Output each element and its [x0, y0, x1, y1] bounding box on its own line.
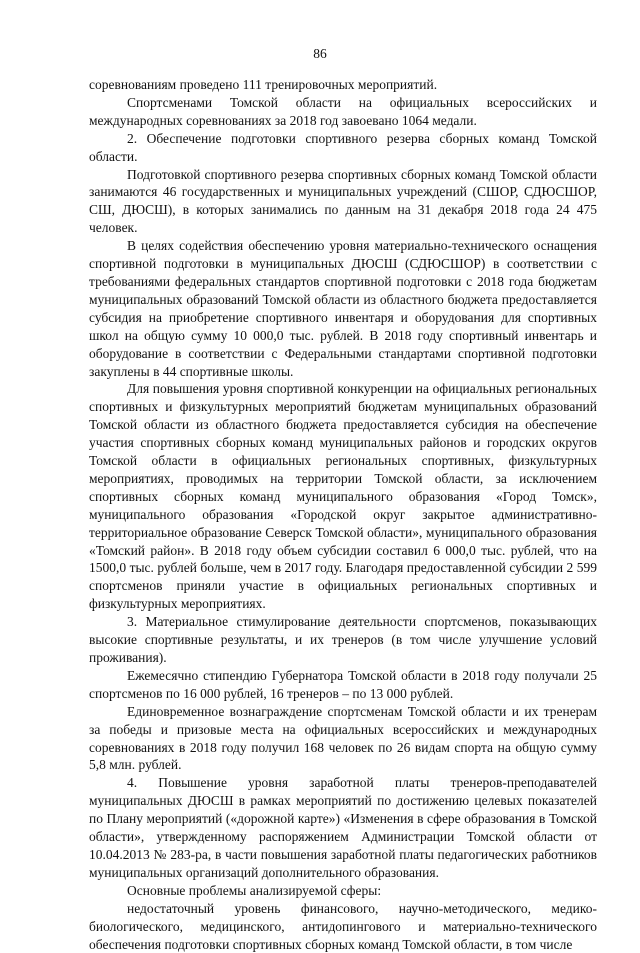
paragraph-medals: Спортсменами Томской области на официальных всероссийских и международных соревнованиях за 2018 год завоевано 1064 медали. [89, 94, 597, 128]
body-text [89, 76, 597, 953]
paragraph-competition-subsidy: Для повышения уровня спортивной конкуренции на официальных региональных спортивных и физкультурных мероприятий бюджетам муниципальных образований Томской области из областного бюджета предоставляется субсидия на обеспечение участия спортивных сборных команд муниципальных районов и городских округов Томской области в официальных региональных спортивных, физкультурных мероприятиях, проводимых на территории Томской области, за исключением спортивных сборных команд муниципального образования «Город Томск», муниципального образования «Городской округ закрытое административно-территориальное образование Северск Томской области», муниципального образования «Томский район». В 2018 году объем субсидии составил 6 000,0 тыс. рублей, что на 1500,0 тыс. рублей больше, чем в 2017 году. Благодаря предоставленной субсидии 2 599 спортсменов приняли участие в официальных региональных спортивных и физкультурных мероприятиях. [89, 381, 597, 612]
paragraph-main-problems: Основные проблемы анализируемой сферы: [127, 882, 382, 898]
paragraph-equipment-subsidy: В целях содействия обеспечению уровня материально-технического оснащения спортивной подготовки в муниципальных ДЮСШ (СДЮСШОР) в соответствии с требованиями федеральных стандартов спортивной подготовки с 2018 года бюджетам муниципальных образований Томской области из областного бюджета предоставляется субсидия на приобретение спортивного инвентаря и оборудования для спортивных школ на общую сумму 10 000,0 тыс. рублей. В 2018 году спортивный инвентарь и оборудование в соответствии с Федеральными стандартами спортивной подготовки закуплены в 44 спортивные школы. [89, 238, 597, 379]
paragraph-insufficient-level: недостаточный уровень финансового, научно-методического, медико-биологического, медицинского, антидопингового и материально-технического обеспечения подготовки спортивных сборных команд Томской области, в том числе [89, 900, 597, 952]
paragraph-reserve-institutions: Подготовкой спортивного резерва спортивных сборных команд Томской области занимаются 46 государственных и муниципальных учреждений (СШОР, СДЮСШОР, СШ, ДЮСШ), в которых занимались по данным на 31 декабря 2018 года 24 475 человек. [89, 166, 597, 236]
paragraph-continuation: соревнованиям проведено 111 тренировочных мероприятий. [89, 77, 438, 92]
page-number: 86 [313, 46, 327, 61]
paragraph-heading-stimulation: 3. Материальное стимулирование деятельности спортсменов, показывающих высокие спортивные результаты, и их тренеров (в том числе улучшение условий проживания). [89, 614, 597, 665]
paragraph-heading-reserve: 2. Обеспечение подготовки спортивного резерва сборных команд Томской области. [89, 130, 597, 164]
paragraph-governor-stipend: Ежемесячно стипендию Губернатора Томской области в 2018 году получали 25 спортсменов по 16 000 рублей, 16 тренеров – по 13 000 рублей. [89, 667, 597, 701]
paragraph-heading-salary: 4. Повышение уровня заработной платы тренеров-преподавателей муниципальных ДЮСШ в рамках мероприятий по достижению целевых показателей по Плану мероприятий («дорожной карте») «Изменения в сфере образования в Томской области», утвержденному распоряжением Администрации Томской области от 10.04.2013 № 283-ра, в части повышения заработной платы педагогических работников муниципальных организаций дополнительного образования. [89, 775, 597, 880]
paragraph-one-time-reward: Единовременное вознаграждение спортсменам Томской области и их тренерам за победы и призовые места на официальных всероссийских и международных соревнованиях в 2018 году получил 168 человек по 26 видам спорта на общую сумму 5,8 млн. рублей. [89, 703, 597, 773]
